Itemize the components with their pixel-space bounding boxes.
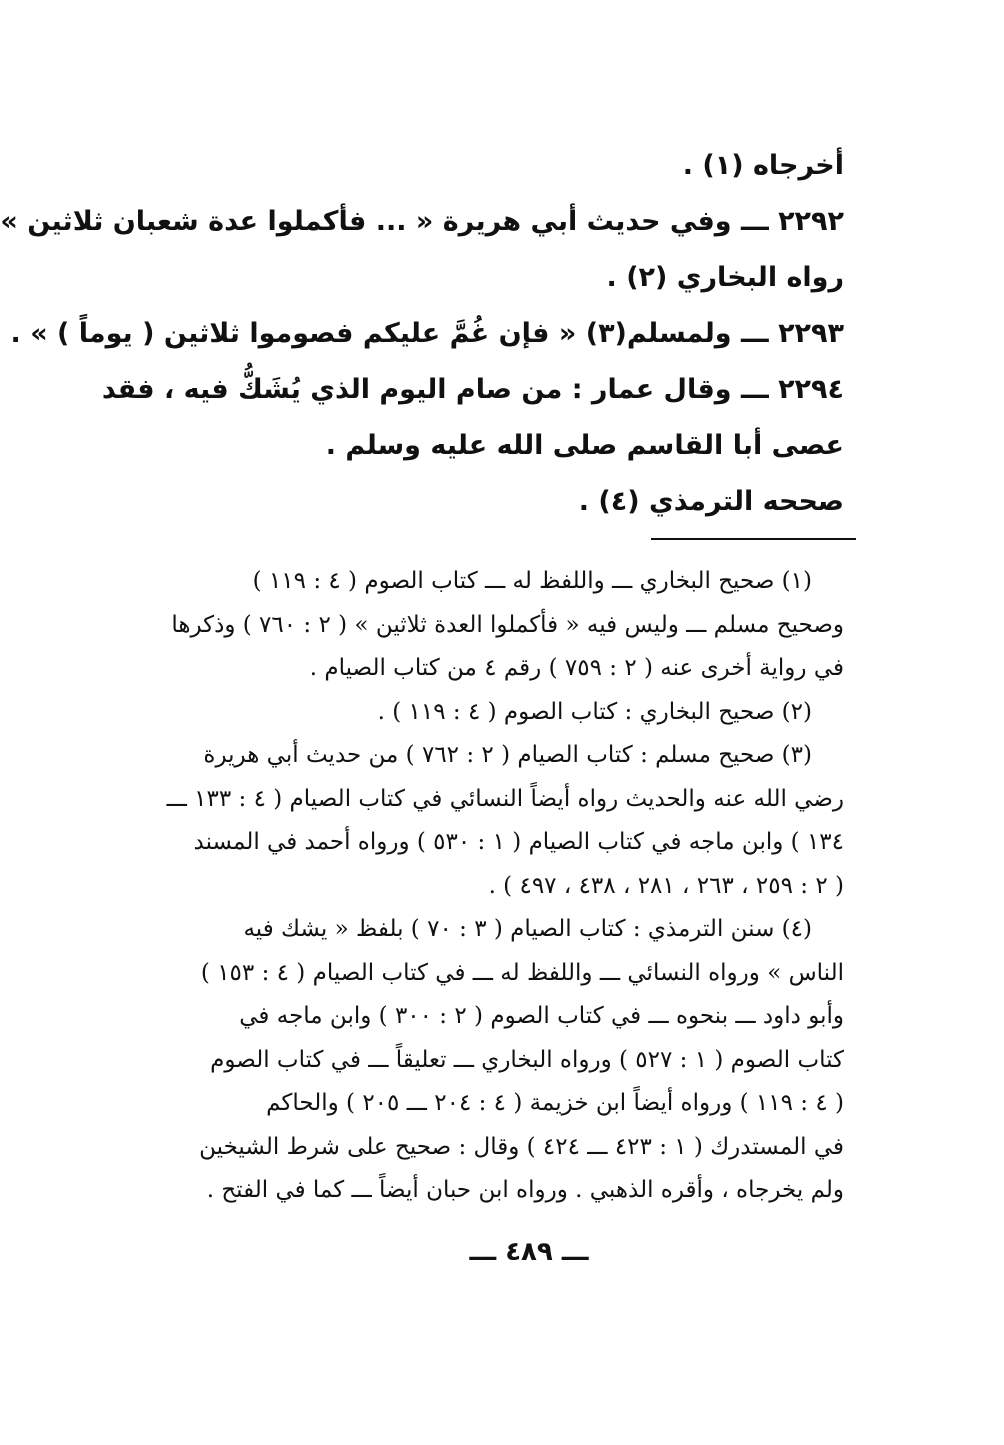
footnote-line: وأبو داود ـــ بنحوه ـــ في كتاب الصوم ( ٢ : ٣٠٠ ) وابن ماجه في	[239, 1003, 844, 1029]
footnote-line: ( ٤ : ١١٩ ) ورواه أيضاً ابن خزيمة ( ٤ : ٢٠٤ ـــ ٢٠٥ ) والحاكم	[266, 1090, 844, 1116]
hadith-2292-line: ٢٢٩٢ ـــ وفي حديث أبي هريرة « ... فأكملوا عدة شعبان ثلاثين »	[0, 206, 844, 237]
main-line: صححه الترمذي (٤) .	[578, 486, 844, 517]
footnote-line: كتاب الصوم ( ١ : ٥٢٧ ) ورواه البخاري ـــ تعليقاً ـــ في كتاب الصوم	[210, 1046, 844, 1073]
footnote-line: ( ٢ : ٢٥٩ ، ٢٦٣ ، ٢٨١ ، ٤٣٨ ، ٤٩٧ ) .	[488, 872, 844, 899]
footnote-divider	[651, 538, 856, 540]
footnote-line: في رواية أخرى عنه ( ٢ : ٧٥٩ ) رقم ٤ من كتاب الصيام .	[309, 655, 844, 681]
footnote-line: في المستدرك ( ١ : ٤٢٣ ـــ ٤٢٤ ) وقال : صحيح على شرط الشيخين	[199, 1133, 844, 1160]
footnotes-block	[166, 560, 844, 1213]
main-line: رواه البخاري (٢) .	[606, 262, 844, 293]
hadith-2293-line: ٢٢٩٣ ـــ ولمسلم(٣) « فإن غُمَّ عليكم فصوموا ثلاثين ( يوماً ) » .	[10, 318, 844, 349]
footnote-line: وصحيح مسلم ـــ وليس فيه « فأكملوا العدة ثلاثين » ( ٢ : ٧٦٠ ) وذكرها	[171, 611, 844, 638]
footnote-line: الناس » ورواه النسائي ـــ واللفظ له ـــ في كتاب الصيام ( ٤ : ١٥٣ )	[200, 959, 844, 986]
footnote-line: (٣) صحيح مسلم : كتاب الصيام ( ٢ : ٧٦٢ ) من حديث أبي هريرة	[203, 742, 812, 768]
footnote-3	[166, 734, 844, 908]
footnote-line: (١) صحيح البخاري ـــ واللفظ له ـــ كتاب الصوم ( ٤ : ١١٩ )	[252, 568, 812, 594]
footnote-line: رضي الله عنه والحديث رواه أيضاً النسائي في كتاب الصيام ( ٤ : ١٣٣ ـــ	[166, 785, 844, 812]
footnote-line: (٤) سنن الترمذي : كتاب الصيام ( ٣ : ٧٠ ) بلفظ « يشك فيه	[243, 916, 812, 942]
main-line: عصى أبا القاسم صلى الله عليه وسلم .	[325, 430, 844, 461]
footnote-4	[194, 908, 844, 1213]
hadith-2294-line: ٢٢٩٤ ـــ وقال عمار : من صام اليوم الذي يُشَكُّ فيه ، فقد	[101, 374, 844, 405]
footnote-line: ١٣٤ ) وابن ماجه في كتاب الصيام ( ١ : ٥٣٠ ) ورواه أحمد في المسند	[193, 829, 844, 855]
footnote-2	[194, 691, 844, 735]
main-text-block	[0, 138, 844, 530]
footnote-line: (٢) صحيح البخاري : كتاب الصوم ( ٤ : ١١٩ ) .	[377, 698, 812, 725]
page-number: ـــ ٤٨٩ ـــ	[469, 1237, 589, 1267]
footnote-line: ولم يخرجاه ، وأقره الذهبي . ورواه ابن حبان أيضاً ـــ كما في الفتح .	[206, 1177, 844, 1203]
main-line: أخرجاه (١) .	[682, 150, 844, 181]
footnote-1	[171, 560, 844, 691]
